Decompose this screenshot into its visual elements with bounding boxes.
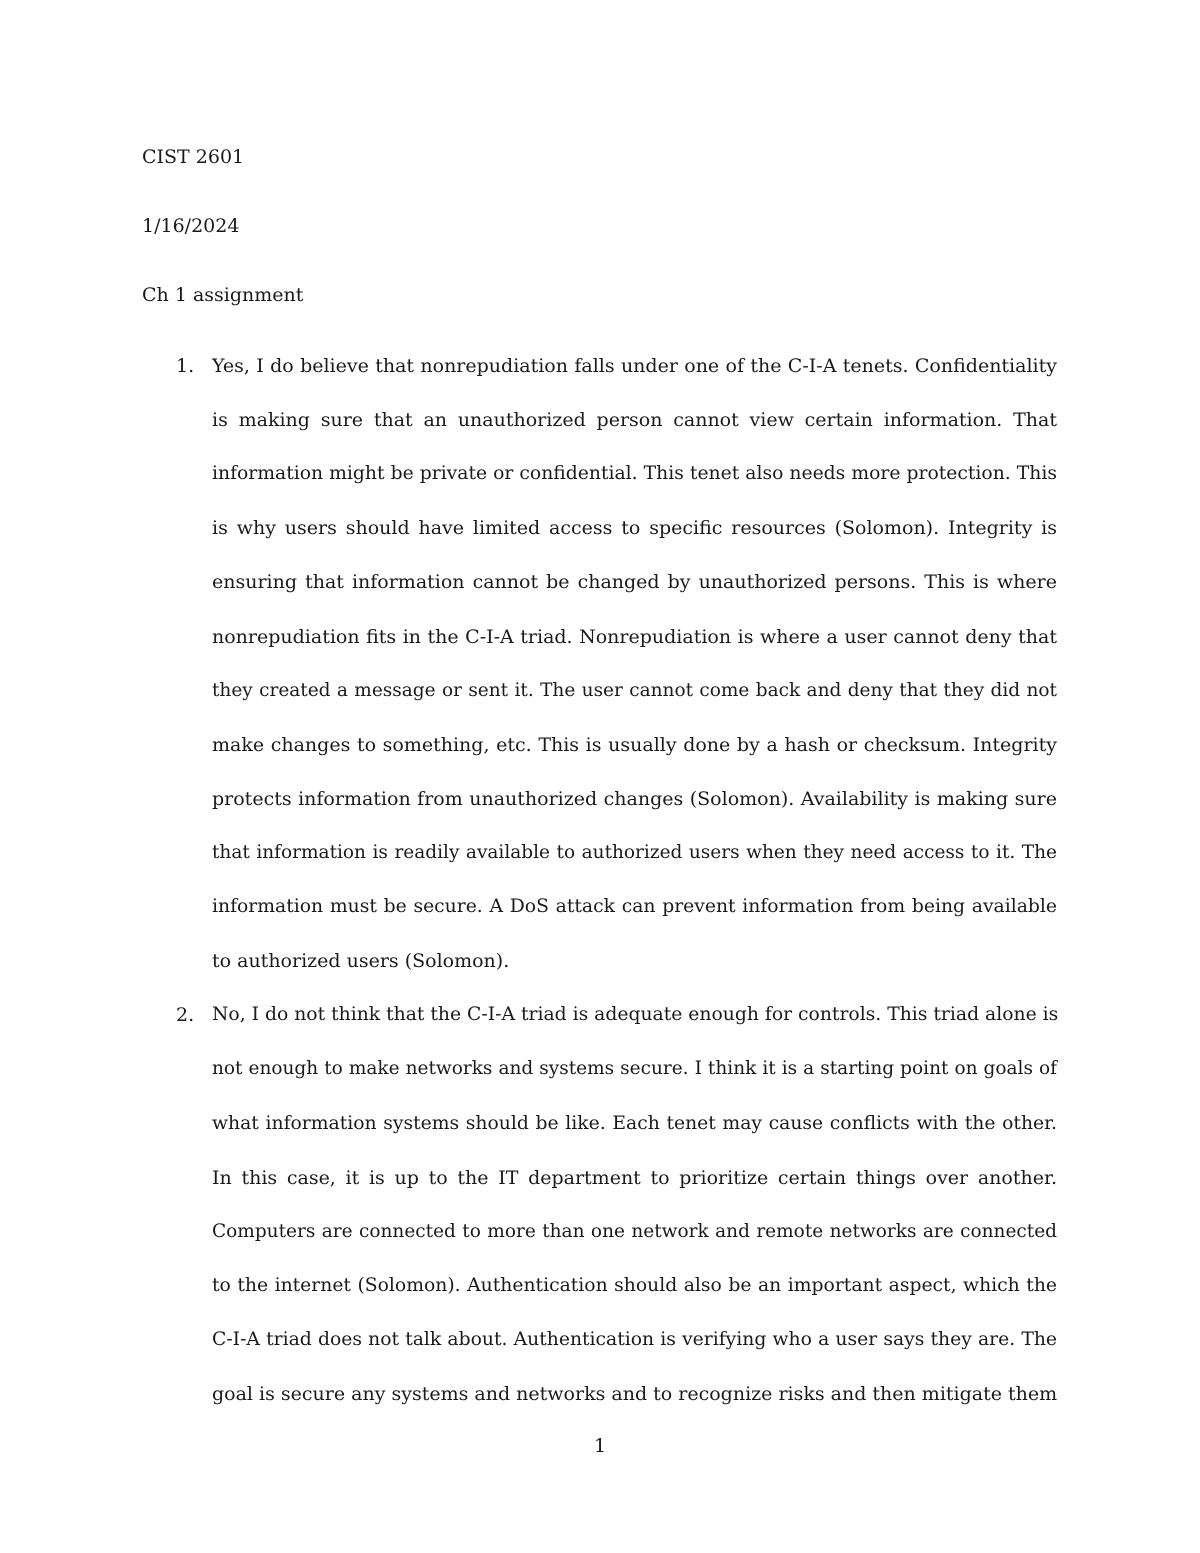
answer-line: make changes to something, etc. This is usually done by a hash or checksum. Integrity [212,734,1057,756]
answer-line: that information is readily available to authorized users when they need access to it. The [212,842,1057,863]
course-code: CIST 2601 [142,146,245,168]
answer-line: information might be private or confidential. This tenet also needs more protection. This [212,463,1057,484]
answer-line: Computers are connected to more than one network and remote networks are connected [212,1221,1057,1242]
answer-number: 1. [176,355,195,377]
answer-line: In this case, it is up to the IT department to prioritize certain things over another. [212,1167,1057,1189]
answer-line: is making sure that an unauthorized person cannot view certain information. That [212,409,1057,431]
assignment-title: Ch 1 assignment [142,284,304,306]
assignment-date: 1/16/2024 [142,215,240,237]
answer-line: is why users should have limited access to specific resources (Solomon). Integrity is [212,517,1057,539]
answer-line: Yes, I do believe that nonrepudiation falls under one of the C-I-A tenets. Confidentiality [212,355,1057,377]
answer-line: what information systems should be like. Each tenet may cause conflicts with the other. [212,1113,1057,1134]
answer-line: C-I-A triad does not talk about. Authentication is verifying who a user says they are. The [212,1329,1057,1350]
answer-line: protects information from unauthorized changes (Solomon). Availability is making sure [212,788,1057,810]
answer-line: No, I do not think that the C-I-A triad is adequate enough for controls. This triad alone is [212,1004,1059,1025]
answer-line: ensuring that information cannot be changed by unauthorized persons. This is where [212,571,1057,593]
answer-line: nonrepudiation fits in the C-I-A triad. Nonrepudiation is where a user cannot deny that [212,626,1057,648]
answer-line: to the internet (Solomon). Authentication should also be an important aspect, which the [212,1275,1057,1296]
answer-line: goal is secure any systems and networks and to recognize risks and then mitigate them [212,1383,1058,1405]
answer-line: to authorized users (Solomon). [212,950,510,972]
page-number: 1 [593,1435,607,1457]
answer-line: information must be secure. A DoS attack can prevent information from being available [212,896,1057,917]
answer-line: they created a message or sent it. The user cannot come back and deny that they did not [212,680,1057,701]
answer-number: 2. [176,1004,195,1026]
answer-line: not enough to make networks and systems secure. I think it is a starting point on goals of [212,1058,1057,1079]
